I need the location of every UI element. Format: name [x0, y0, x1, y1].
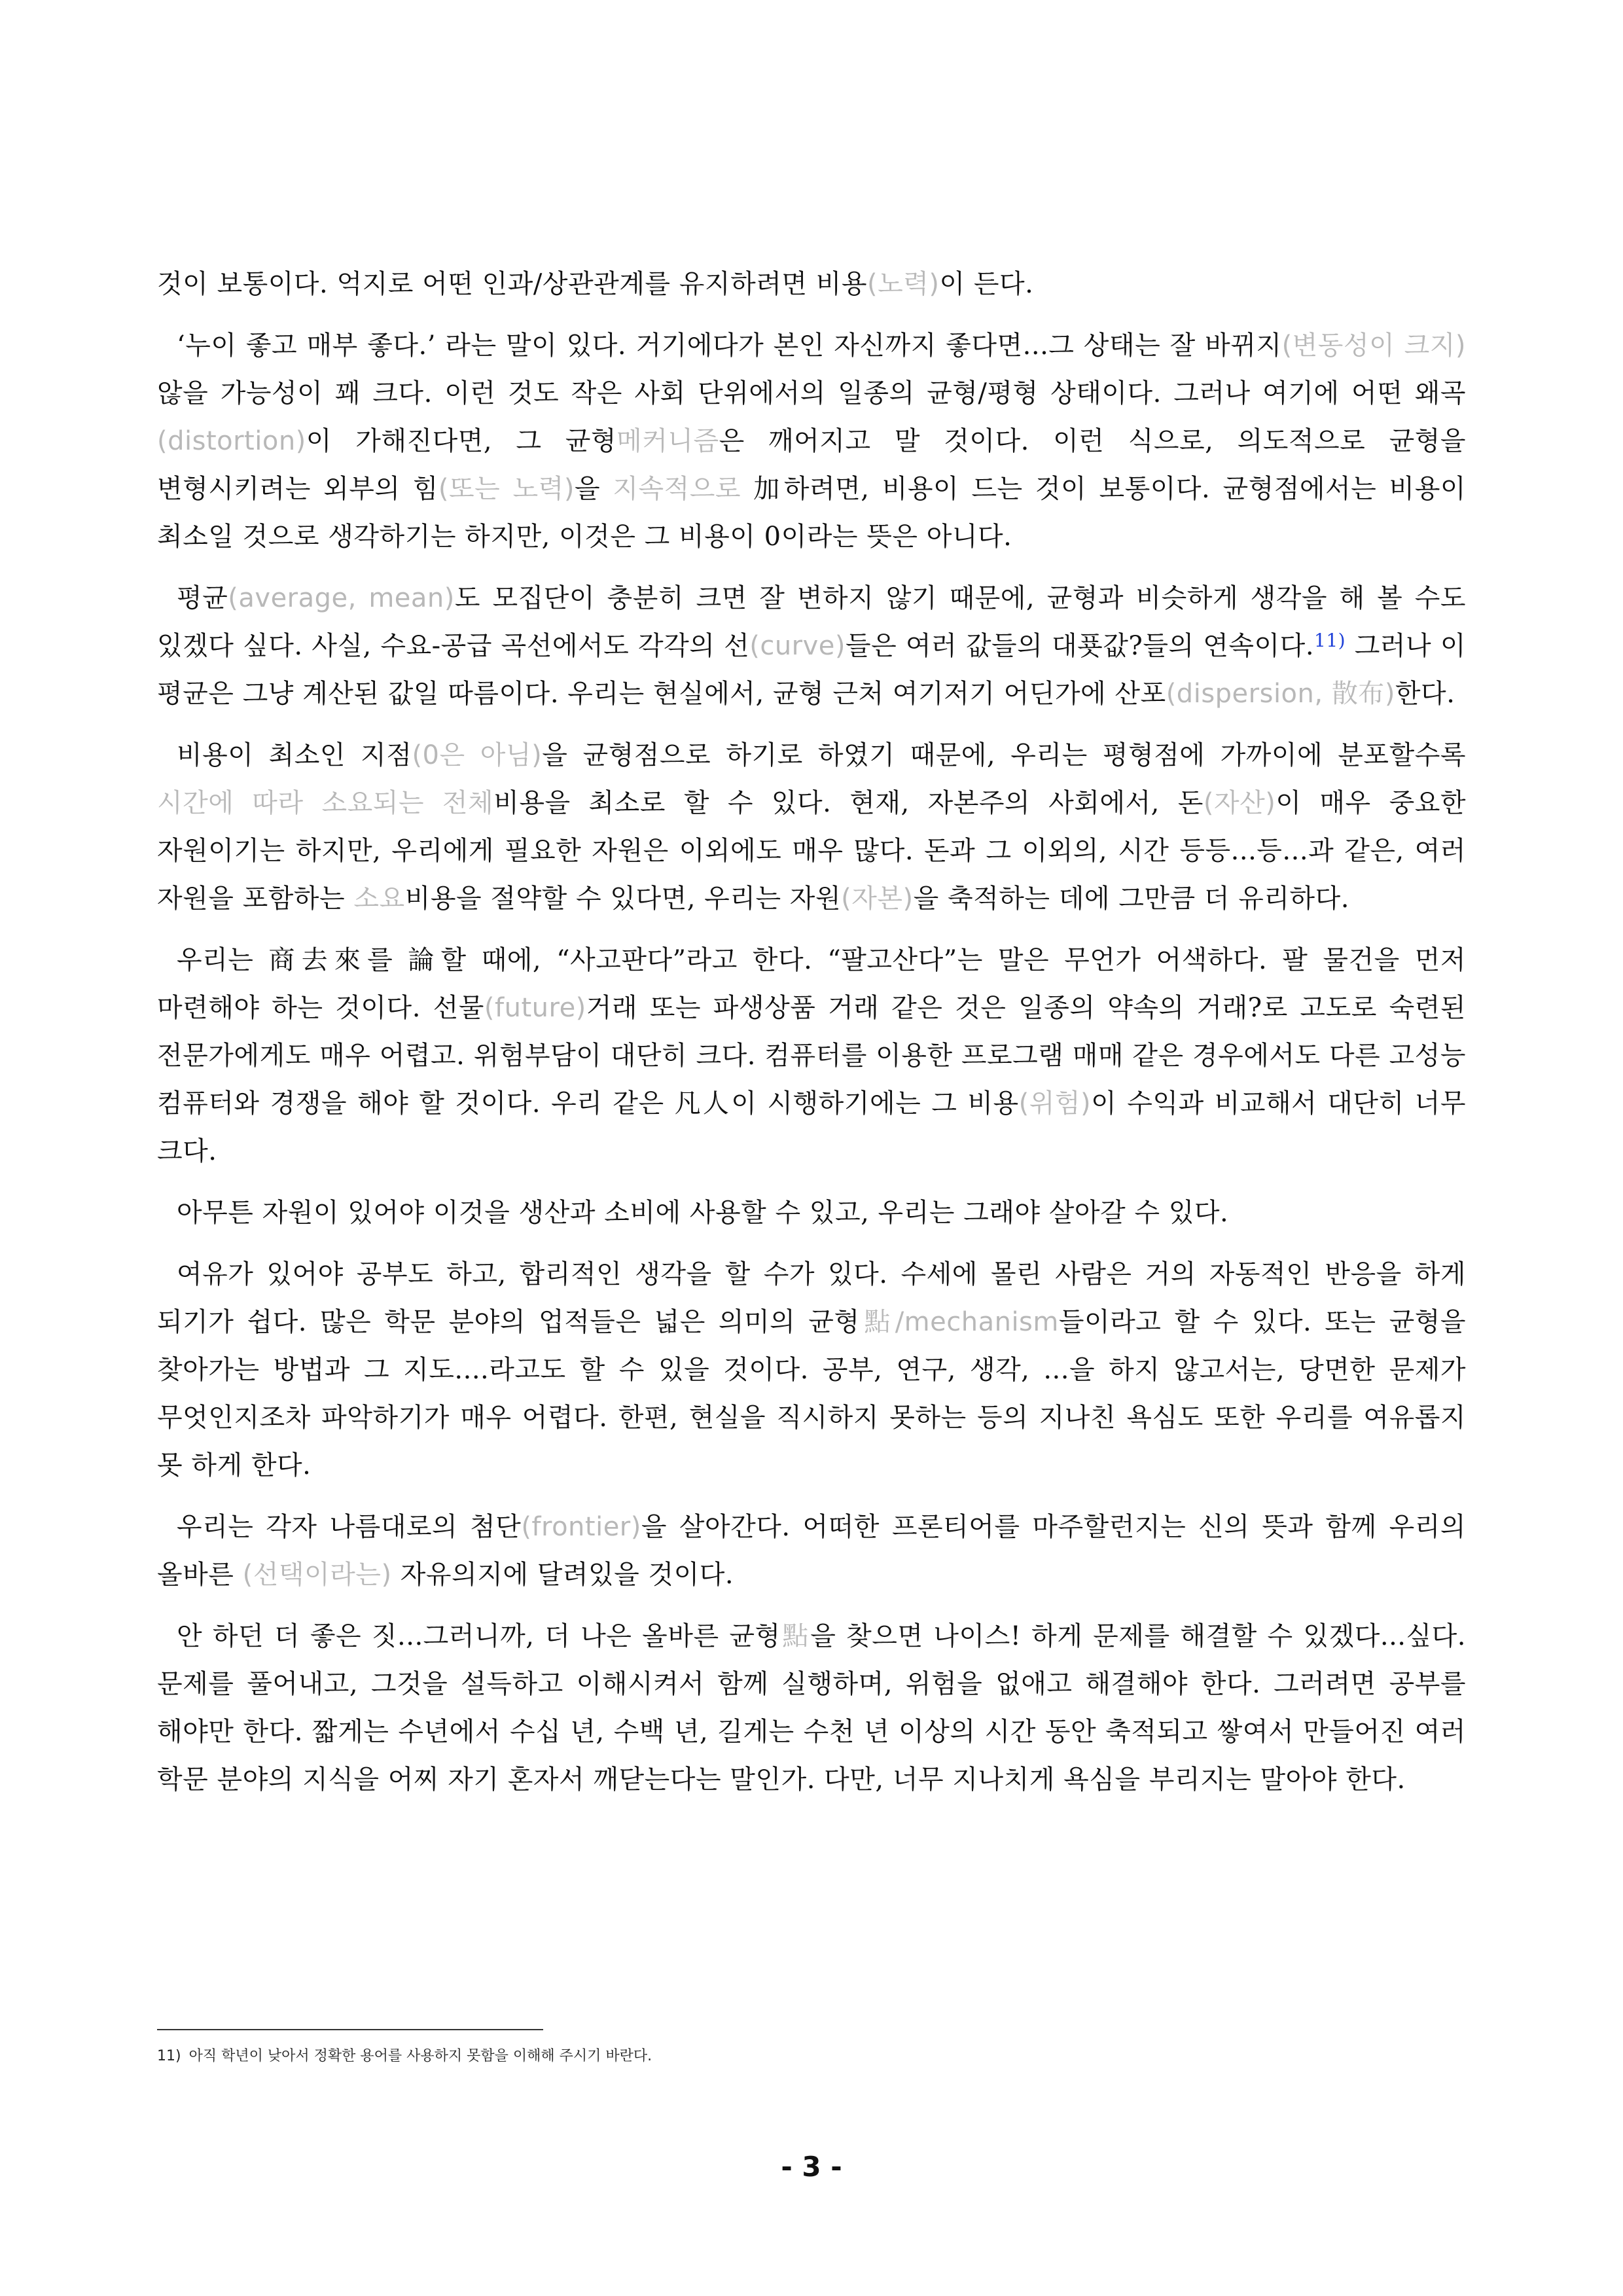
- text-run: [741, 474, 753, 504]
- annotation-text: (자산): [1203, 788, 1276, 818]
- text-run: 을: [574, 474, 613, 504]
- body-text: [157, 260, 1466, 1818]
- annotation-text: (선택이라는): [242, 1560, 392, 1590]
- hanja-text: 凡人: [674, 1088, 732, 1119]
- paragraph-p9: [157, 1613, 1466, 1804]
- annotation-text: 소요: [353, 884, 405, 914]
- annotation-text: 點: [780, 1621, 811, 1651]
- text-run: 우리는 각자 나름대로의 첨단: [177, 1512, 522, 1542]
- annotation-text: (frontier): [521, 1512, 641, 1542]
- annotation-text: 點: [859, 1307, 895, 1337]
- annotation-text: (노력): [866, 269, 940, 299]
- text-run: 을 살아간다. 어떠한 프론티어를 마주할런지는 신의 뜻과 함께 우리의 올바른: [157, 1512, 1466, 1590]
- annotation-text: (변동성이 크지): [1281, 331, 1466, 361]
- paragraph-p3: [157, 575, 1466, 718]
- annotation-text: (위험): [1018, 1088, 1092, 1119]
- text-run: 들이라고 할 수 있다. 또는 균형을 찾아가는 방법과 그 지도....라고도 할 수 있을 것이다. 공부, 연구, 생각, ...을 하지 않고서는, 당면한 문제가 무엇인지조차 파악하기가 매우 어렵다. 한편, 현실을 직시하지 못하는 등의 지나친 욕심도 또한 우리를 여유롭지 못 하게 한다.: [157, 1307, 1466, 1480]
- text-run: 거래 또는 파생상품 거래 같은 것은 일종의 약속의 거래?로 고도로 숙련된 전문가에게도 매우 어렵고. 위험부담이 대단히 크다. 컴퓨터를 이용한 프로그램 매매 같은 경우에서도 다른 고성능 컴퓨터와 경쟁을 해야 할 것이다. 우리 같은: [157, 993, 1466, 1119]
- text-run: 할 때에, “사고판다”라고 한다. “팔고산다”는 말은 무언가 어색하다. 팔 물건을 먼저 마련해야 하는 것이다. 선물: [157, 945, 1466, 1023]
- text-run: 을 균형점으로 하기로 하였기 때문에, 우리는 평형점에 가까이에 분포할수록: [542, 740, 1466, 770]
- annotation-text: 시간에 따라 소요되는 전체: [157, 788, 494, 818]
- paragraph-p7: [157, 1251, 1466, 1490]
- text-run: 비용을 최소로 할 수 있다. 현재, 자본주의 사회에서, 돈: [493, 788, 1204, 818]
- annotation-text: 지속적으로: [613, 474, 741, 504]
- text-run: 를: [367, 945, 408, 975]
- text-run: 우리는: [177, 945, 269, 975]
- text-run: 하려면, 비용이 드는 것이 보통이다. 균형점에서는 비용이 최소일 것으로 생각하기는 하지만, 이것은 그 비용이 0이라는 뜻은 아니다.: [157, 474, 1466, 552]
- paragraph-p2: [157, 322, 1466, 561]
- page-number: - 3 -: [781, 2151, 842, 2183]
- footnote: [157, 2046, 1400, 2067]
- text-run: 을 축적하는 데에 그만큼 더 유리하다.: [913, 884, 1349, 914]
- annotation-text: (distortion): [157, 426, 306, 456]
- text-run: 안 하던 더 좋은 짓...그러니까, 더 나은 올바른 균형: [177, 1621, 781, 1651]
- annotation-text: (average, mean): [228, 583, 455, 613]
- footnote-number: 11): [157, 2048, 181, 2064]
- footnote-reference[interactable]: 11): [1314, 630, 1346, 651]
- footnote-separator: [157, 2029, 543, 2030]
- annotation-text: 메커니즘: [616, 426, 719, 456]
- paragraph-p5: [157, 937, 1466, 1175]
- text-run: 아무튼 자원이 있어야 이것을 생산과 소비에 사용할 수 있고, 우리는 그래야 살아갈 수 있다.: [177, 1198, 1229, 1228]
- text-run: 것이 보통이다. 억지로 어떤 인과/상관관계를 유지하려면 비용: [157, 269, 867, 299]
- text-run: 자유의지에 달려있을 것이다.: [391, 1560, 734, 1590]
- annotation-text: (0은 아님): [412, 740, 543, 770]
- footnote-text: 아직 학년이 낮아서 정확한 용어를 사용하지 못함을 이해해 주시기 바란다.: [188, 2048, 652, 2064]
- text-run: 은 깨어지고 말 것이다. 이런 식으로, 의도적으로 균형을 변형시키려는 외부의 힘: [157, 426, 1466, 504]
- text-run: 이 시행하기에는 그 비용: [731, 1088, 1019, 1119]
- text-run: 이 수익과 비교해서 대단히 너무 크다.: [157, 1088, 1466, 1166]
- annotation-text: (future): [484, 993, 586, 1023]
- annotation-text: 散布: [1331, 679, 1385, 709]
- text-run: 을 찾으면 나이스! 하게 문제를 해결할 수 있겠다...싶다. 문제를 풀어내고, 그것을 설득하고 이해시켜서 함께 실행하며, 위험을 없애고 해결해야 한다. 그러려면 공부를 해야만 한다. 짧게는 수년에서 수십 년, 수백 년, 길게는 수천 년 이상의 시간 동안 축적되고 쌓여서 만들어진 여러 학문 분야의 지식을 어찌 자기 혼자서 깨닫는다는 말인가. 다만, 너무 지나치게 욕심을 부리지는 말아야 한다.: [157, 1621, 1466, 1795]
- text-run: 들은 여러 값들의 대푯값?들의 연속이다.: [846, 631, 1315, 661]
- text-run: 도 모집단이 충분히 크면 잘 변하지 않기 때문에, 균형과 비슷하게 생각을 해 볼 수도 있겠다 싶다. 사실, 수요-공급 곡선에서도 각각의 선: [157, 583, 1466, 661]
- text-run: 이 매우 중요한 자원이기는 하지만, 우리에게 필요한 자원은 이외에도 매우 많다. 돈과 그 이외의, 시간 등등...등...과 같은, 여러 자원을 포함하는: [157, 788, 1466, 914]
- hanja-text: 加: [753, 474, 784, 504]
- text-run: 한다.: [1395, 679, 1455, 709]
- annotation-text: (또는 노력): [438, 474, 575, 504]
- text-run: ‘누이 좋고 매부 좋다.’ 라는 말이 있다. 거기에다가 본인 자신까지 좋다면...그 상태는 잘 바뀌지: [177, 331, 1282, 361]
- paragraph-p1: [157, 260, 1466, 308]
- paragraph-p6: [157, 1189, 1466, 1237]
- text-run: 그러나 이 평균은 그냥 계산된 값일 따름이다. 우리는 현실에서, 균형 근처 여기저기 어딘가에 산포: [157, 631, 1466, 709]
- paragraph-p8: [157, 1503, 1466, 1599]
- text-run: 평균: [177, 583, 228, 613]
- text-run: 이 든다.: [939, 269, 1034, 299]
- annotation-text: ): [1384, 679, 1395, 709]
- annotation-text: (자본): [841, 884, 914, 914]
- annotation-text: (dispersion,: [1166, 679, 1332, 709]
- text-run: 비용이 최소인 지점: [177, 740, 412, 770]
- hanja-text: 論: [408, 945, 441, 975]
- annotation-text: (curve): [749, 631, 846, 661]
- text-run: 여유가 있어야 공부도 하고, 합리적인 생각을 할 수가 있다. 수세에 몰린 사람은 거의 자동적인 반응을 하게 되기가 쉽다. 많은 학문 분야의 업적들은 넓은 의미의 균형: [157, 1259, 1466, 1337]
- hanja-text: 商去來: [268, 945, 368, 975]
- paragraph-p4: [157, 732, 1466, 923]
- text-run: 비용을 절약할 수 있다면, 우리는 자원: [404, 884, 842, 914]
- text-run: 이 가해진다면, 그 균형: [306, 426, 617, 456]
- annotation-text: /mechanism: [895, 1307, 1059, 1337]
- text-run: 않을 가능성이 꽤 크다. 이런 것도 작은 사회 단위에서의 일종의 균형/평형 상태이다. 그러나 여기에 어떤 왜곡: [157, 378, 1466, 408]
